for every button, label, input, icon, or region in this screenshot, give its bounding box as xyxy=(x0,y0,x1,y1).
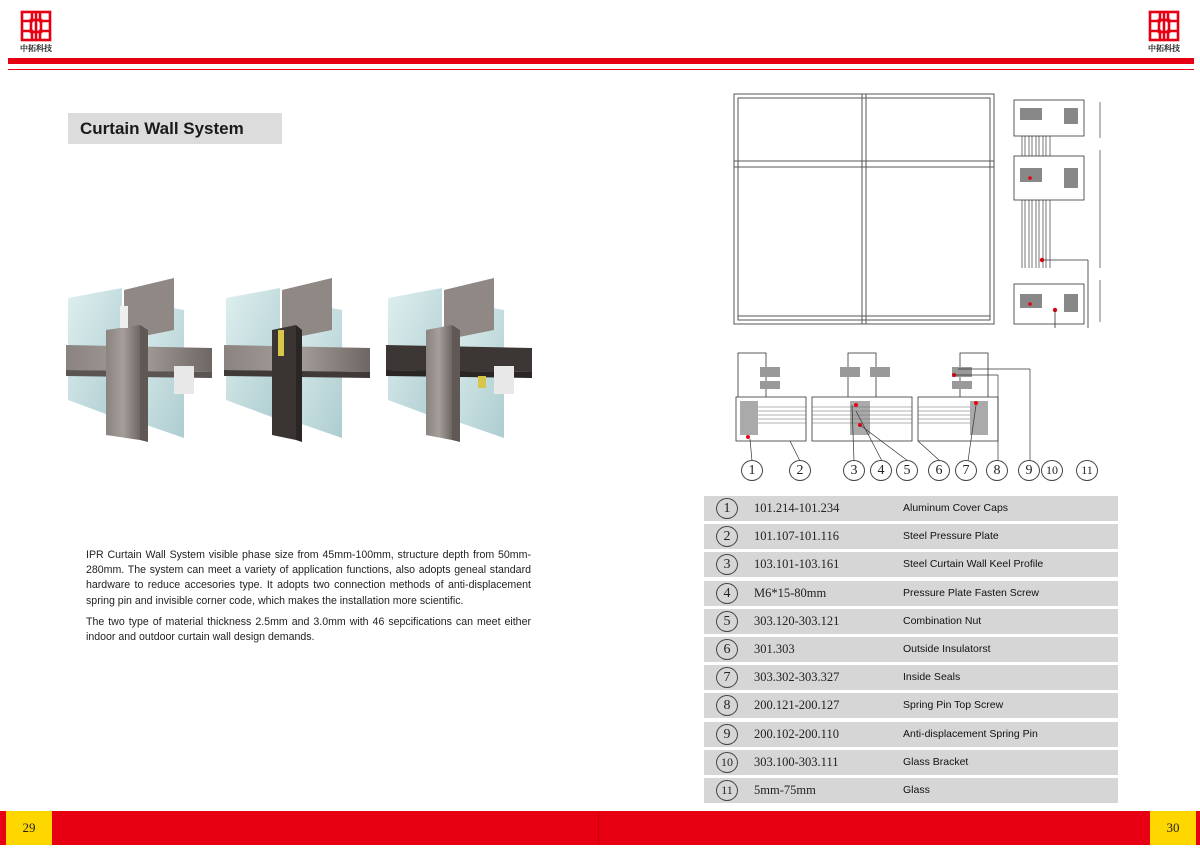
part-name: Outside Insulatorst xyxy=(903,642,991,655)
part-name: Glass xyxy=(903,783,930,796)
parts-row xyxy=(704,637,1118,662)
part-name: Steel Pressure Plate xyxy=(903,530,999,543)
curtain-wall-renderings xyxy=(62,270,552,450)
part-number: 11 xyxy=(716,780,738,801)
part-number: 10 xyxy=(716,752,738,773)
part-number: 6 xyxy=(716,639,738,660)
part-code: 101.214-101.234 xyxy=(754,501,840,515)
brand-logo-right xyxy=(1146,10,1182,54)
rendering-1 xyxy=(66,278,212,442)
part-name: Inside Seals xyxy=(903,671,961,684)
part-code: 303.302-303.327 xyxy=(754,670,840,685)
part-number: 8 xyxy=(716,695,738,716)
part-name: Anti-displacement Spring Pin xyxy=(903,727,1038,740)
brand-name: 中拓科技 xyxy=(1148,44,1180,53)
parts-row xyxy=(704,524,1118,549)
page-number-left: 29 xyxy=(6,811,52,845)
brand-name: 中拓科技 xyxy=(20,44,52,53)
brand-logo-left xyxy=(18,10,54,54)
callout-8: 8 xyxy=(986,460,1008,481)
footer-bar xyxy=(0,811,1200,845)
callout-9: 9 xyxy=(1018,460,1040,481)
part-code: 101.107-101.116 xyxy=(754,529,839,544)
parts-row xyxy=(704,778,1118,803)
parts-row xyxy=(704,750,1118,775)
part-name: Pressure Plate Fasten Screw xyxy=(903,586,1039,599)
parts-row xyxy=(704,552,1118,577)
part-code: 303.120-303.121 xyxy=(754,613,840,628)
part-name: Aluminum Cover Caps xyxy=(903,502,1009,514)
parts-table xyxy=(704,496,1118,806)
part-number: 7 xyxy=(716,667,738,688)
part-number: 9 xyxy=(716,724,738,745)
page-number-right: 30 xyxy=(1150,811,1196,845)
elevation-drawing xyxy=(730,88,1110,328)
part-number: 3 xyxy=(716,554,738,575)
part-name: Steel Curtain Wall Keel Profile xyxy=(903,558,1044,571)
part-code: M6*15-80mm xyxy=(754,585,827,600)
part-code: 301.303 xyxy=(754,641,795,656)
parts-row xyxy=(704,609,1118,634)
description-paragraph-1: IPR Curtain Wall System visible phase size from 45mm-100mm, structure depth from 50mm-280mm. The system can meet a variety of application functions, also adopts geneal standard hardware to reduce accesories type. It adopts two connection methods of anti-displacement spring pin and invisible corner code, which makes the installation more scientific. xyxy=(86,549,531,607)
parts-row xyxy=(704,581,1118,606)
header-rule-thick xyxy=(8,58,1194,64)
part-code: 103.101-103.161 xyxy=(754,557,840,572)
part-number: 2 xyxy=(716,526,738,547)
spine-divider xyxy=(598,811,599,845)
callout-6: 6 xyxy=(928,460,950,481)
part-code: 200.102-200.110 xyxy=(754,726,839,741)
description-paragraph-2: The two type of material thickness 2.5mm and 3.0mm with 46 sepcifications can meet either indoor and outdoor curtain wall design demands. xyxy=(86,615,531,644)
callout-1: 1 xyxy=(741,460,763,481)
parts-row xyxy=(704,722,1118,747)
section-drawing-2 xyxy=(812,353,912,441)
callout-3: 3 xyxy=(843,460,865,481)
part-number: 1 xyxy=(716,498,738,519)
part-code: 5mm-75mm xyxy=(754,782,816,797)
section-drawing-vertical xyxy=(1014,100,1100,328)
callout-4: 4 xyxy=(870,460,892,481)
parts-row xyxy=(704,665,1118,690)
callout-10: 10 xyxy=(1041,460,1063,481)
logo-mark-icon xyxy=(20,10,52,42)
part-code: 303.100-303.111 xyxy=(754,754,839,769)
part-number: 4 xyxy=(716,583,738,604)
part-code: 200.121-200.127 xyxy=(754,698,840,713)
callout-11: 11 xyxy=(1076,460,1098,481)
section-drawing-1 xyxy=(736,353,806,441)
part-name: Spring Pin Top Screw xyxy=(903,699,1004,712)
rendering-2 xyxy=(224,278,370,442)
parts-row xyxy=(704,496,1118,521)
part-number: 5 xyxy=(716,611,738,632)
header-rule-thin xyxy=(8,69,1194,70)
rendering-3 xyxy=(386,278,532,442)
part-name: Combination Nut xyxy=(903,614,982,627)
parts-row xyxy=(704,693,1118,718)
section-drawing-3 xyxy=(918,353,998,441)
part-name: Glass Bracket xyxy=(903,755,969,768)
system-description xyxy=(86,548,531,651)
callout-5: 5 xyxy=(896,460,918,481)
logo-mark-icon xyxy=(1148,10,1180,42)
callout-2: 2 xyxy=(789,460,811,481)
callout-7: 7 xyxy=(955,460,977,481)
page-title: Curtain Wall System xyxy=(68,113,282,144)
